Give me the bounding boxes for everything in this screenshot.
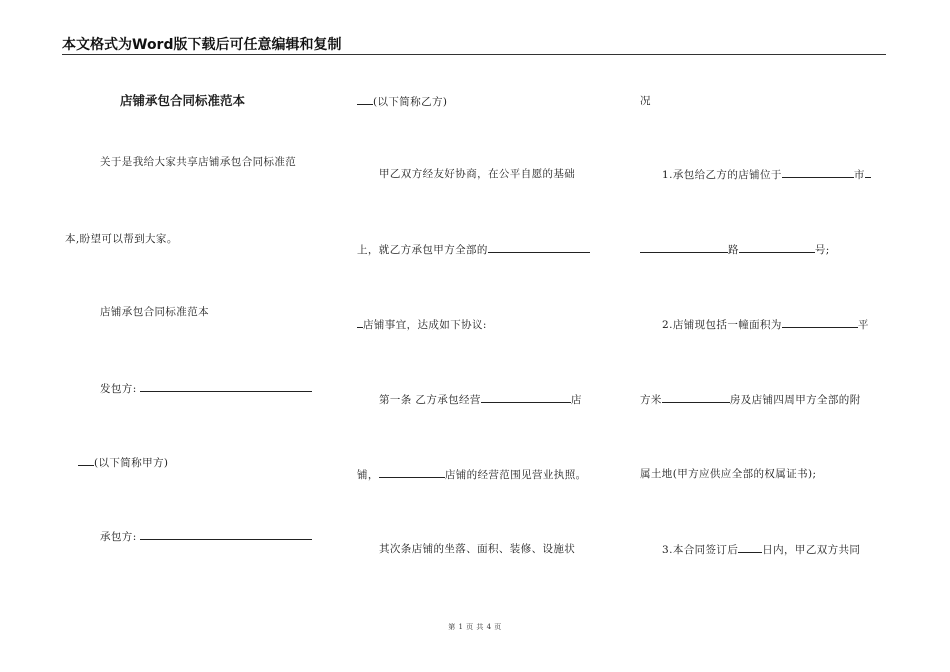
item2-text-b: 平 xyxy=(857,319,869,331)
para1-line-3-text: 店铺事宜，达成如下协议: xyxy=(363,319,487,331)
lessor-suffix-blank xyxy=(78,455,94,466)
item3-blank-days xyxy=(738,542,762,553)
article1-blank-2 xyxy=(379,467,445,478)
lessor-suffix: (以下简称甲方) xyxy=(94,457,169,469)
item1-text-number: 号; xyxy=(814,244,830,256)
item2-text-a: 2.店铺现包括一幢面积为 xyxy=(662,319,782,331)
article1-blank-1 xyxy=(481,392,571,403)
item2-text-c: 方米 xyxy=(640,394,662,406)
column-1 xyxy=(65,0,326,672)
para1-line-2 xyxy=(357,242,590,257)
item2-blank-area xyxy=(782,317,858,328)
lessee-line xyxy=(78,529,312,544)
item3-text-b: 日内，甲乙双方共同 xyxy=(762,544,861,556)
item2-line-2 xyxy=(640,392,861,407)
article1-line-2 xyxy=(357,467,587,482)
item2-text-d: 房及店铺四周甲方全部的附 xyxy=(729,394,861,406)
item1-blank-road xyxy=(640,242,728,253)
page-number: 第 1 页 共 4 页 xyxy=(448,623,502,631)
intro-line-2: 本,盼望可以帮到大家。 xyxy=(65,233,178,245)
para1-line-1: 甲乙双方经友好协商，在公平自愿的基础 xyxy=(379,168,576,180)
para1-line-2-text: 上，就乙方承包甲方全部的 xyxy=(357,244,488,256)
document-header: 本文格式为Word版下载后可任意编辑和复制 xyxy=(62,37,342,53)
article1-text-a: 第一条 乙方承包经营 xyxy=(379,394,481,406)
lessee-blank xyxy=(140,529,312,540)
lessor-suffix-line xyxy=(78,455,168,470)
item1-blank-city xyxy=(782,167,854,178)
item2-blank-rooms xyxy=(662,392,730,403)
article1-text-b: 店 xyxy=(570,394,582,406)
item2-line-1 xyxy=(640,317,869,332)
lessor-line xyxy=(78,381,312,396)
lessee-suffix-blank xyxy=(357,94,373,105)
item1-blank-number xyxy=(739,242,815,253)
lessee-suffix-line xyxy=(357,94,447,109)
item1-line-2 xyxy=(640,242,830,257)
item3-line-1 xyxy=(640,542,860,557)
item3-text-a: 3.本合同签订后 xyxy=(662,544,739,556)
item1-text-b: 市 xyxy=(853,169,865,181)
lessee-suffix: (以下简称乙方) xyxy=(373,96,448,108)
item1-text-road: 路 xyxy=(728,244,739,256)
item1-text-a: 1.承包给乙方的店铺位于 xyxy=(662,169,782,181)
lessor-label: 发包方: xyxy=(100,383,137,395)
intro-line-1: 关于是我给大家共享店铺承包合同标准范 xyxy=(100,156,297,168)
contract-subtitle: 店铺承包合同标准范本 xyxy=(100,306,209,318)
article2-line-2: 况 xyxy=(640,95,651,107)
lessor-blank xyxy=(140,381,312,392)
para1-line-3 xyxy=(357,317,487,332)
article1-text-d: 店铺的经营范围见营业执照。 xyxy=(444,469,587,481)
article2-line-1: 其次条店铺的坐落、面积、装修、设施状 xyxy=(379,543,576,555)
item1-trailing-blank xyxy=(865,167,871,178)
column-2 xyxy=(357,0,609,672)
article1-line-1 xyxy=(357,392,582,407)
document-title: 店铺承包合同标准范本 xyxy=(120,93,246,108)
lessee-label: 承包方: xyxy=(100,531,137,543)
column-3 xyxy=(640,0,888,672)
article1-text-c: 铺， xyxy=(357,469,379,481)
para1-blank xyxy=(488,242,590,253)
item2-line-3: 属土地(甲方应供应全部的权属证书); xyxy=(640,468,817,480)
item1-line-1 xyxy=(640,167,871,182)
